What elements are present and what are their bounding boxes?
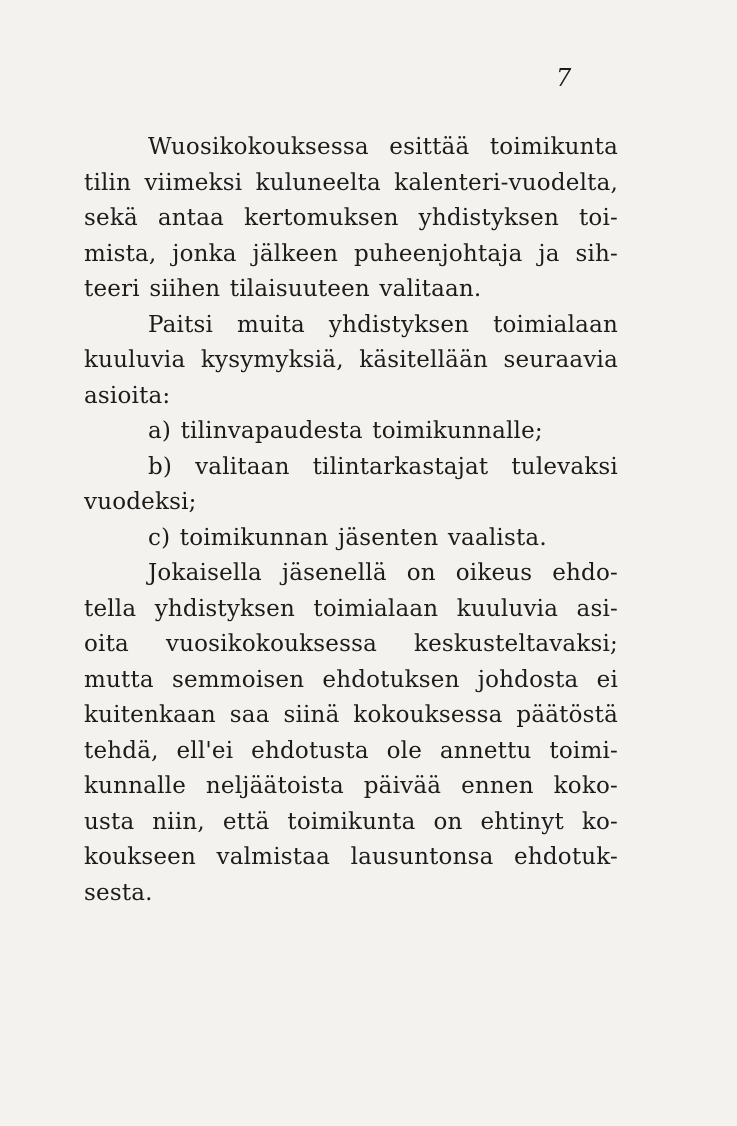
text-line: Jokaisella jäsenellä on oikeus ehdo- bbox=[148, 560, 618, 586]
text-line: kuuluvia kysymyksiä, käsitellään seuraavia bbox=[84, 347, 618, 373]
page-number: 7 bbox=[556, 64, 572, 92]
text-line: kuitenkaan saa siinä kokouksessa päätöstä bbox=[84, 702, 618, 728]
text-line: Paitsi muita yhdistyksen toimialaan bbox=[148, 311, 618, 338]
text-line: Wuosikokouksessa esittää toimikunta bbox=[148, 134, 618, 160]
text-line: usta niin, että toimikunta on ehtinyt ko- bbox=[84, 808, 618, 835]
text-line: vuodeksi; bbox=[84, 489, 197, 515]
text-line: tella yhdistyksen toimialaan kuuluvia asi- bbox=[84, 595, 618, 622]
text-line: tehdä, ell'ei ehdotusta ole annettu toimi- bbox=[84, 737, 618, 764]
text-line: oita vuosikokouksessa keskusteltavaksi; bbox=[84, 631, 618, 657]
text-line: teeri siihen tilaisuuteen valitaan. bbox=[84, 276, 482, 302]
body-text bbox=[84, 130, 618, 911]
text-line: tilin viimeksi kuluneelta kalenteri-vuodelta, bbox=[84, 169, 618, 196]
list-item-a: a) tilinvapaudesta toimikunnalle; bbox=[148, 418, 543, 444]
list-item-b: b) valitaan tilintarkastajat tulevaksi bbox=[148, 453, 618, 480]
text-line: asioita: bbox=[84, 382, 171, 409]
text-line: kunnalle neljäätoista päivää ennen koko- bbox=[84, 773, 618, 799]
text-line: sekä antaa kertomuksen yhdistyksen toi- bbox=[84, 205, 618, 231]
text-line: mista, jonka jälkeen puheenjohtaja ja sih- bbox=[84, 240, 618, 267]
text-line: mutta semmoisen ehdotuksen johdosta ei bbox=[84, 666, 618, 693]
text-line: sesta. bbox=[84, 879, 153, 906]
list-item-c: c) toimikunnan jäsenten vaalista. bbox=[148, 524, 547, 551]
text-line: koukseen valmistaa lausuntonsa ehdotuk- bbox=[84, 844, 618, 870]
